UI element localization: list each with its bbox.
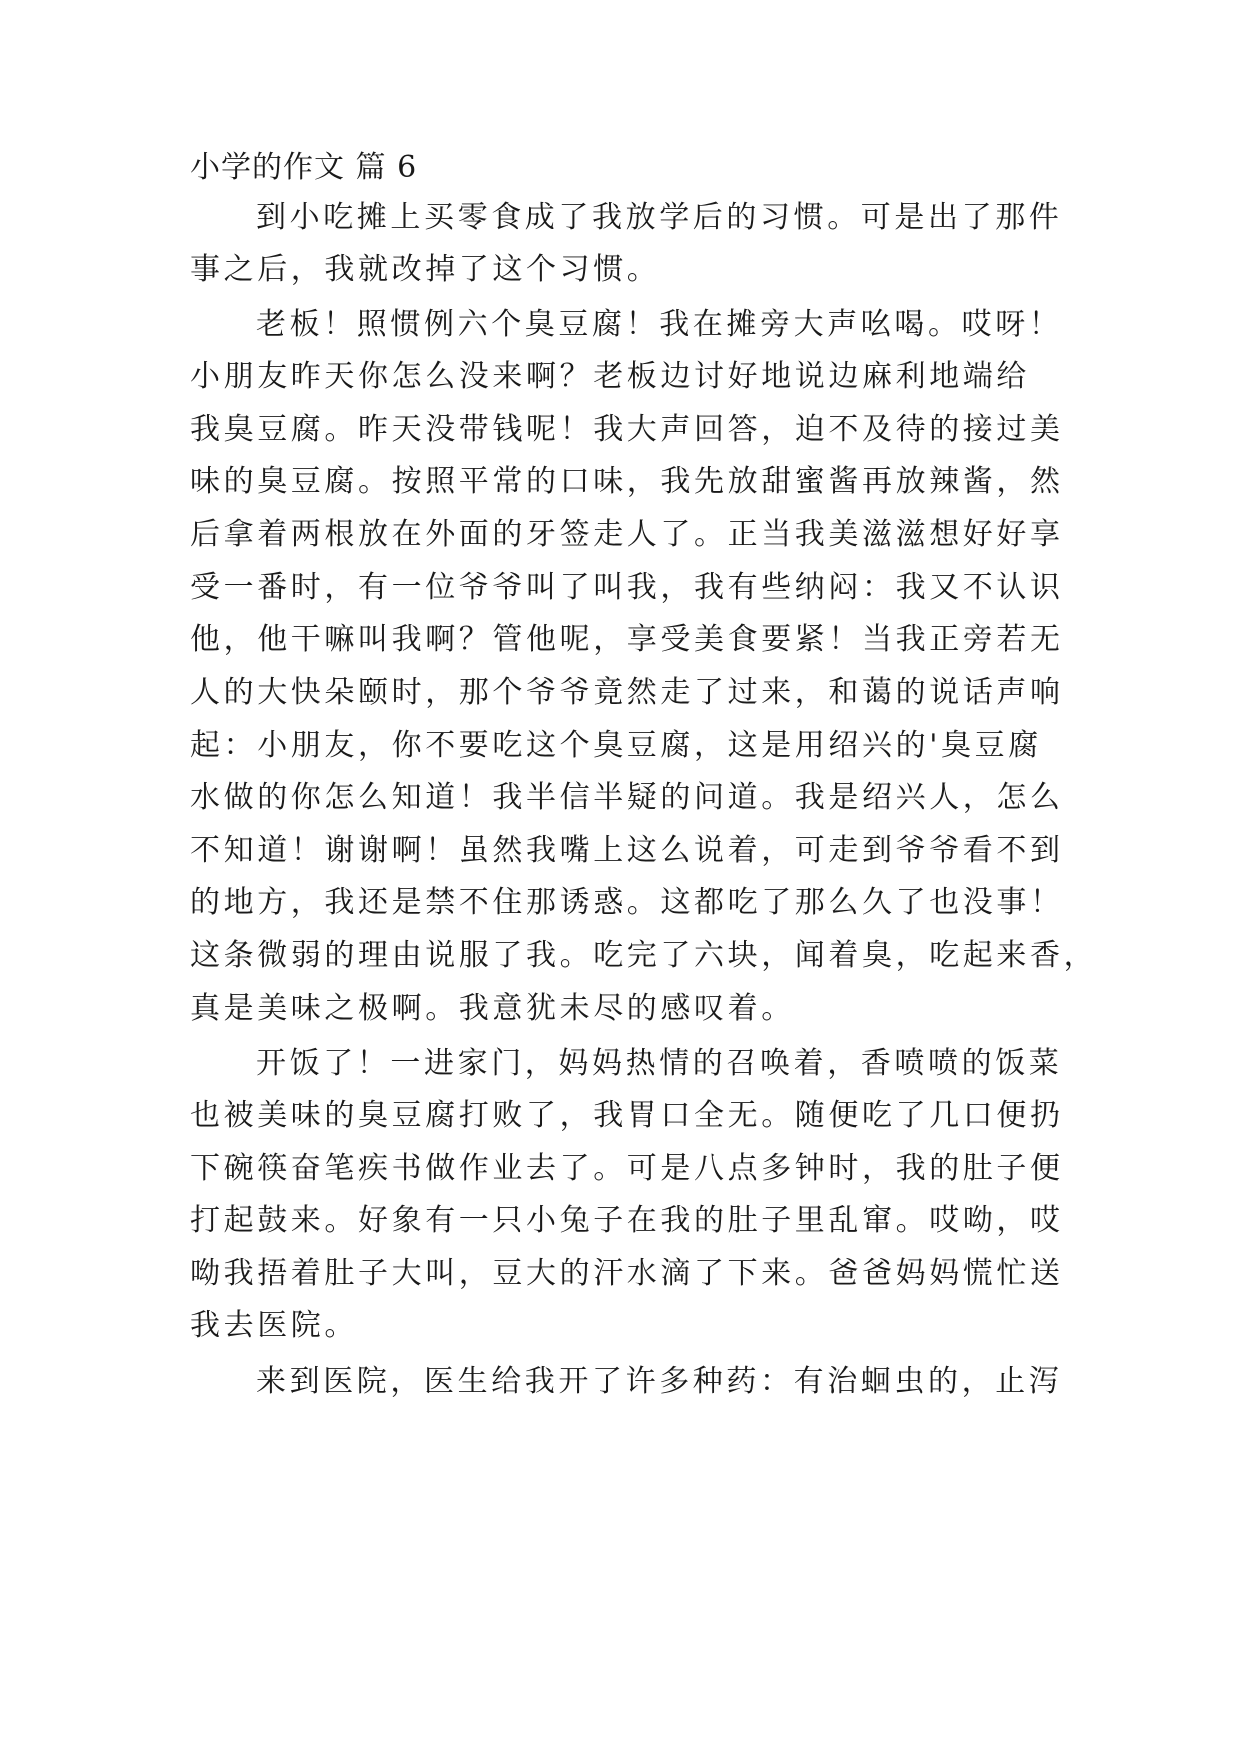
paragraph-line: 后拿着两根放在外面的牙签走人了。正当我美滋滋想好好享 bbox=[190, 517, 1064, 552]
paragraph-line: 味的臭豆腐。按照平常的口味，我先放甜蜜酱再放辣酱，然 bbox=[190, 464, 1064, 499]
paragraph-line: 来到医院，医生给我开了许多种药：有治蛔虫的，止泻 bbox=[256, 1364, 1063, 1399]
paragraph-line: 这条微弱的理由说服了我。吃完了六块，闻着臭，吃起来香， bbox=[190, 938, 1098, 973]
paragraph-line: 受一番时，有一位爷爷叫了叫我，我有些纳闷：我又不认识 bbox=[190, 570, 1064, 605]
paragraph-line: 起：小朋友，你不要吃这个臭豆腐，这是用绍兴的'臭豆腐 bbox=[190, 728, 1042, 763]
paragraph-line: 老板！照惯例六个臭豆腐！我在摊旁大声吆喝。哎呀！ bbox=[256, 307, 1063, 342]
paragraph-line: 下碗筷奋笔疾书做作业去了。可是八点多钟时，我的肚子便 bbox=[190, 1151, 1064, 1186]
document-heading: 小学的作文 篇 6 bbox=[190, 150, 418, 185]
paragraph-line: 事之后，我就改掉了这个习惯。 bbox=[190, 252, 661, 287]
paragraph-line: 的地方，我还是禁不住那诱惑。这都吃了那么久了也没事！ bbox=[190, 885, 1064, 920]
paragraph-line: 我去医院。 bbox=[190, 1308, 358, 1343]
paragraph-line: 小朋友昨天你怎么没来啊？老板边讨好地说边麻利地端给 bbox=[190, 359, 1030, 394]
paragraph-line: 呦我捂着肚子大叫，豆大的汗水滴了下来。爸爸妈妈慌忙送 bbox=[190, 1256, 1064, 1291]
paragraph-line: 我臭豆腐。昨天没带钱呢！我大声回答，迫不及待的接过美 bbox=[190, 412, 1064, 447]
paragraph-line: 开饭了！一进家门，妈妈热情的召唤着，香喷喷的饭菜 bbox=[256, 1046, 1063, 1081]
paragraph-line: 到小吃摊上买零食成了我放学后的习惯。可是出了那件 bbox=[256, 200, 1063, 235]
paragraph-line: 水做的你怎么知道！我半信半疑的问道。我是绍兴人，怎么 bbox=[190, 780, 1064, 815]
paragraph-line: 真是美味之极啊。我意犹未尽的感叹着。 bbox=[190, 991, 795, 1026]
paragraph-line: 他，他干嘛叫我啊？管他呢，享受美食要紧！当我正旁若无 bbox=[190, 622, 1064, 657]
paragraph-line: 打起鼓来。好象有一只小兔子在我的肚子里乱窜。哎呦，哎 bbox=[190, 1203, 1064, 1238]
paragraph-line: 人的大快朵颐时，那个爷爷竟然走了过来，和蔼的说话声响 bbox=[190, 675, 1064, 710]
paragraph-line: 也被美味的臭豆腐打败了，我胃口全无。随便吃了几口便扔 bbox=[190, 1098, 1064, 1133]
paragraph-line: 不知道！谢谢啊！虽然我嘴上这么说着，可走到爷爷看不到 bbox=[190, 833, 1064, 868]
